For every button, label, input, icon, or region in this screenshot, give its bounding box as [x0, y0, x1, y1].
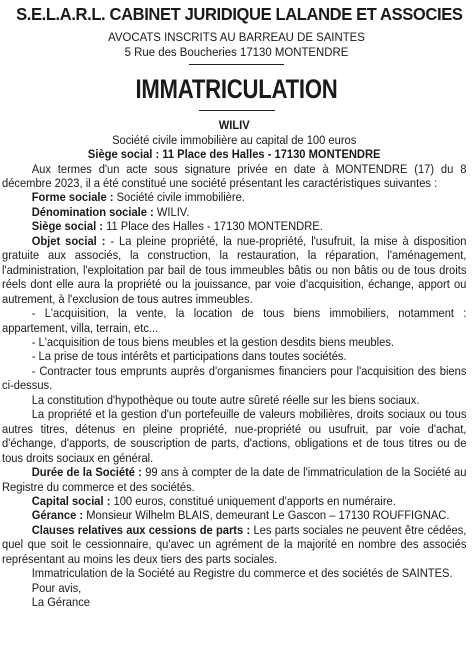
objet-item: - La prise de tous intérêts et participations dans toutes sociétés.: [31, 349, 347, 364]
closing-line: Pour avis,: [31, 580, 82, 595]
immatriculation-paragraph: Immatriculation de la Société au Registre du commerce et des sociétés de SAINTES.: [31, 566, 453, 581]
gerance-label: Gérance :: [31, 508, 84, 523]
notice-body: [2, 118, 466, 609]
field-clauses: [2, 523, 466, 566]
field-capital: [2, 494, 466, 508]
field-forme: [2, 190, 466, 204]
duree-label: Durée de la Société :: [31, 465, 142, 480]
objet-label: Objet social :: [31, 233, 106, 248]
field-duree: [2, 465, 466, 494]
firm-name: S.E.L.A.R.L. CABINET JURIDIQUE LALANDE ET ASSOCIES: [16, 4, 463, 24]
header-divider: [189, 64, 284, 65]
duree-value: 99 ans à compter de la date de l'immatriculation de la Société au Registre du commerce et des sociétés.: [2, 465, 467, 494]
clauses-label: Clauses relatives aux cessions de parts :: [31, 522, 251, 537]
gerance-value: Monsieur Wilhelm BLAIS, demeurant Le Gascon – 17130 ROUFFIGNAC.: [83, 508, 450, 523]
field-objet: [2, 234, 466, 306]
intro-paragraph: Aux termes d'un acte sous signature privée en date à MONTENDRE (17) du 8 décembre 2023, il a été constitué une société présentant les caractéristiques suivantes :: [2, 161, 467, 190]
title-divider: [199, 110, 275, 111]
objet-item: - L'acquisition de tous biens meubles et la gestion desdits biens meubles.: [31, 334, 394, 349]
bar-line: AVOCATS INSCRITS AU BARREAU DE SAINTES: [108, 30, 365, 44]
notice-title: IMMATRICULATION: [135, 74, 338, 105]
field-siege: [2, 219, 466, 233]
capital-label: Capital social :: [31, 493, 111, 508]
objet-item: - Contracter tous emprunts auprès d'organismes financiers pour l'acquisition des biens ci-dessus.: [2, 363, 467, 393]
objet-item: - L'acquisition, la vente, la location de tous biens immobiliers, notamment : appartement, villa, terrain, etc...: [2, 306, 467, 335]
denomination-label: Dénomination sociale :: [31, 204, 154, 219]
company-siege: Siège social : 11 Place des Halles - 17130 MONTENDRE: [87, 147, 381, 162]
company-description: Société civile immobilière au capital de 100 euros: [112, 132, 357, 147]
field-denomination: [2, 205, 466, 219]
signature-line: La Gérance: [31, 595, 90, 610]
field-gerance: [2, 508, 466, 522]
forme-label: Forme sociale :: [31, 190, 114, 205]
hypotheque-paragraph: La constitution d'hypothèque ou toute autre sûreté réelle sur les biens sociaux.: [31, 392, 420, 407]
firm-address: 5 Rue des Boucheries 17130 MONTENDRE: [124, 44, 349, 59]
clauses-value: Les parts sociales ne peuvent être cédées, quel que soit le cessionnaire, qu'avec un agrément de la majorité en nombre des associés représentant au moins les deux tiers des parts sociales.: [2, 522, 467, 566]
capital-value: 100 euros, constitué uniquement d'apports en numéraire.: [110, 493, 396, 508]
company-name: WILIV: [218, 118, 250, 133]
forme-value: Société civile immobilière.: [113, 190, 245, 205]
denomination-value: WILIV.: [153, 204, 190, 219]
siege-value: 11 Place des Halles - 17130 MONTENDRE.: [102, 219, 323, 234]
objet-value: - La pleine propriété, la nue-propriété, l'usufruit, la mise à disposition gratuite aux associés, la construction, la restauration, la réparation, l'aménagement, l'administration, l'exploitation par bail de tous immeubles bâtis ou non bâtis ou de tous droits réels dont elle aura la propriété ou la jouissance, par voie d'acquisition, échange, apport ou autrement, à l'exclusion de tous autres immeubles.: [2, 233, 467, 306]
portefeuille-paragraph: La propriété et la gestion d'un portefeuille de valeurs mobilières, droits sociaux ou tous autres titres, détenus en pleine propriété, nue-propriété ou usufruit, par voie d'achat, d'échange, d'apports, de souscription de parts, d'actions, obligations et de tous titres ou de tous droits sociaux en général.: [2, 407, 467, 465]
siege-label: Siège social :: [31, 219, 103, 234]
